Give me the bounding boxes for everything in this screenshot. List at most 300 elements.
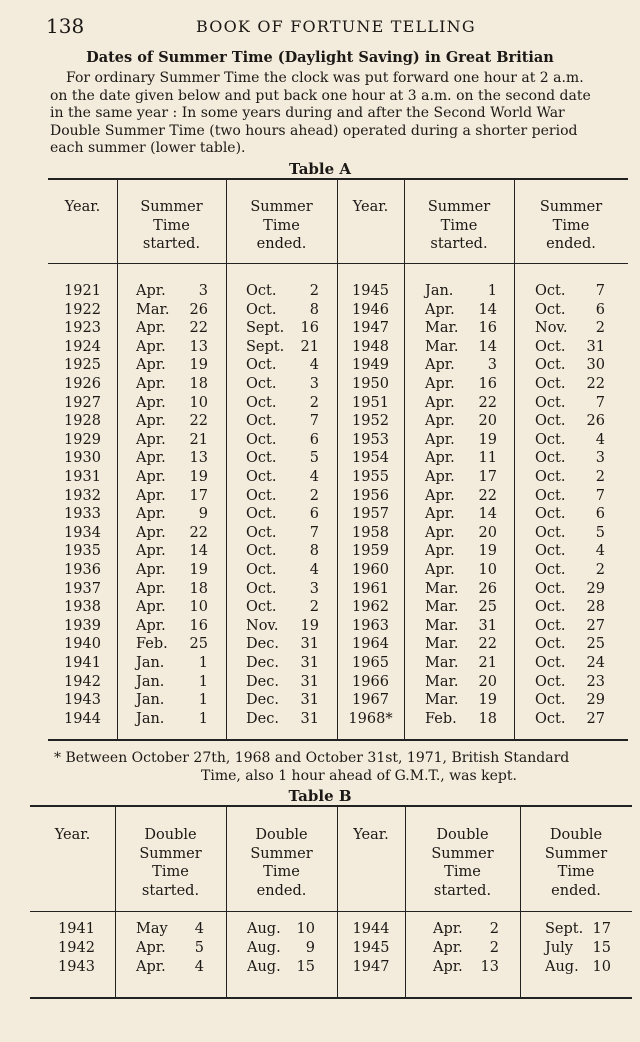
end-day-cell: 17	[592, 921, 611, 937]
end-month-cell: Oct.	[246, 562, 277, 578]
year-cell: 1942	[64, 673, 101, 690]
end-day-cell: 5	[595, 524, 605, 541]
start-month-cell: Jan.	[136, 710, 165, 727]
start-day-cell: 19	[189, 562, 208, 578]
start-day-cell: 25	[478, 599, 497, 616]
start-month-cell: Mar.	[425, 599, 459, 616]
table-b-bottom-rule	[30, 997, 632, 999]
end-day-cell: 2	[595, 562, 605, 578]
end-month-cell: Aug.	[545, 959, 579, 975]
end-month-cell: Oct.	[535, 524, 566, 541]
start-month-cell: Apr.	[136, 940, 166, 956]
end-month-cell: Dec.	[246, 673, 279, 690]
year-cell: 1939	[64, 617, 101, 634]
start-month-cell: Apr.	[136, 450, 166, 467]
end-day-cell: 2	[309, 283, 319, 299]
start-month-cell: Mar.	[136, 301, 170, 318]
table-b-column-header: Double Summer Time started.	[431, 827, 494, 899]
end-day-cell: 31	[300, 636, 319, 653]
end-month-cell: Oct.	[246, 487, 277, 504]
page-header	[46, 14, 620, 40]
start-day-cell: 25	[189, 636, 208, 653]
start-day-cell: 13	[189, 338, 208, 355]
start-day-cell: 14	[189, 543, 208, 560]
start-day-cell: 19	[189, 469, 208, 485]
intro-paragraph	[50, 70, 630, 158]
year-cell: 1941	[58, 921, 95, 937]
end-month-cell: Sept.	[246, 320, 285, 337]
end-day-cell: 31	[300, 655, 319, 671]
start-month-cell: May	[136, 921, 168, 937]
year-cell: 1968*	[348, 710, 393, 727]
start-month-cell: Apr.	[136, 338, 166, 355]
end-month-cell: Oct.	[535, 394, 566, 411]
start-day-cell: 18	[478, 710, 497, 727]
year-cell: 1966	[352, 673, 389, 690]
end-month-cell: Oct.	[246, 580, 277, 597]
start-month-cell: Mar.	[425, 320, 459, 337]
end-day-cell: 15	[296, 959, 315, 975]
end-month-cell: Oct.	[246, 599, 277, 616]
start-day-cell: 2	[489, 921, 499, 937]
year-cell: 1959	[352, 543, 389, 560]
end-month-cell: Sept.	[246, 338, 285, 355]
footnote-line: * Between October 27th, 1968 and October 31st, 1971, British Standard	[54, 750, 570, 766]
end-month-cell: Oct.	[535, 655, 566, 671]
end-month-cell: Oct.	[535, 413, 566, 430]
year-cell: 1933	[64, 506, 101, 523]
end-month-cell: Oct.	[246, 394, 277, 411]
intro-line: each summer (lower table).	[50, 140, 246, 156]
end-day-cell: 7	[595, 394, 605, 411]
year-cell: 1922	[64, 301, 101, 318]
start-month-cell: Apr.	[136, 506, 166, 523]
footnote	[54, 750, 634, 785]
end-month-cell: Aug.	[247, 921, 281, 937]
start-day-cell: 2	[489, 940, 499, 956]
end-day-cell: 7	[595, 487, 605, 504]
end-month-cell: Dec.	[246, 655, 279, 671]
end-month-cell: Oct.	[246, 431, 277, 448]
start-day-cell: 1	[198, 673, 208, 690]
end-day-cell: 2	[595, 469, 605, 485]
year-cell: 1936	[64, 562, 101, 578]
year-cell: 1928	[64, 413, 101, 430]
intro-line: For ordinary Summer Time the clock was put forward one hour at 2 a.m.	[66, 70, 584, 86]
end-day-cell: 26	[586, 413, 605, 430]
start-month-cell: Apr.	[136, 959, 166, 975]
end-month-cell: Aug.	[247, 959, 281, 975]
end-month-cell: Oct.	[246, 469, 277, 485]
end-day-cell: 19	[300, 617, 319, 634]
year-cell: 1924	[64, 338, 101, 355]
start-month-cell: Feb.	[136, 636, 168, 653]
start-month-cell: Apr.	[136, 357, 166, 374]
start-month-cell: Apr.	[425, 301, 455, 318]
year-cell: 1940	[64, 636, 101, 653]
intro-line: Double Summer Time (two hours ahead) operated during a shorter period	[50, 122, 578, 139]
start-day-cell: 22	[478, 487, 497, 504]
start-month-cell: Apr.	[136, 413, 166, 430]
start-day-cell: 20	[478, 413, 497, 430]
year-cell: 1929	[64, 431, 101, 448]
end-month-cell: Oct.	[535, 301, 566, 318]
year-cell: 1955	[352, 469, 389, 485]
table-b-label: Table B	[288, 787, 352, 805]
end-day-cell: 6	[309, 506, 319, 523]
start-month-cell: Apr.	[136, 487, 166, 504]
start-month-cell: Feb.	[425, 710, 457, 727]
start-month-cell: Mar.	[425, 580, 459, 597]
year-cell: 1948	[352, 338, 389, 355]
table-b-header-rule	[30, 911, 632, 912]
start-month-cell: Apr.	[136, 376, 166, 392]
page-number: 138	[46, 14, 85, 38]
year-cell: 1921	[64, 283, 101, 299]
table-a-column-divider	[404, 178, 405, 739]
end-day-cell: 30	[586, 357, 605, 374]
start-month-cell: Apr.	[433, 921, 463, 937]
start-month-cell: Apr.	[136, 562, 166, 578]
year-cell: 1963	[352, 617, 389, 634]
end-day-cell: 31	[586, 338, 605, 355]
end-month-cell: Oct.	[246, 524, 277, 541]
start-month-cell: Apr.	[425, 469, 455, 485]
end-day-cell: 4	[595, 543, 605, 560]
start-day-cell: 3	[487, 357, 497, 374]
end-month-cell: Oct.	[535, 431, 566, 448]
start-month-cell: Apr.	[136, 431, 166, 448]
end-month-cell: Oct.	[535, 376, 566, 392]
start-month-cell: Apr.	[425, 487, 455, 504]
start-month-cell: Apr.	[433, 940, 463, 956]
end-month-cell: Oct.	[246, 450, 277, 467]
table-a-column-header: Year.	[352, 199, 389, 215]
end-month-cell: Oct.	[535, 692, 566, 709]
start-month-cell: Apr.	[425, 543, 455, 560]
start-day-cell: 22	[189, 413, 208, 430]
start-month-cell: Apr.	[425, 562, 455, 578]
end-day-cell: 29	[586, 692, 605, 709]
start-day-cell: 13	[480, 959, 499, 975]
start-day-cell: 11	[478, 450, 497, 467]
end-month-cell: Oct.	[535, 506, 566, 523]
end-day-cell: 24	[586, 655, 605, 671]
intro-line: in the same year : In some years during and after the Second World War	[50, 105, 565, 121]
start-day-cell: 19	[478, 692, 497, 709]
start-day-cell: 19	[478, 431, 497, 448]
end-day-cell: 6	[309, 431, 319, 448]
end-day-cell: 6	[595, 506, 605, 523]
end-day-cell: 2	[595, 320, 605, 337]
start-day-cell: 13	[189, 450, 208, 467]
year-cell: 1949	[352, 357, 389, 374]
start-day-cell: 16	[478, 320, 497, 337]
start-month-cell: Apr.	[136, 394, 166, 411]
start-month-cell: Apr.	[425, 413, 455, 430]
start-month-cell: Apr.	[433, 959, 463, 975]
start-day-cell: 1	[487, 283, 497, 299]
year-cell: 1961	[352, 580, 389, 597]
year-cell: 1925	[64, 357, 101, 374]
start-month-cell: Apr.	[425, 431, 455, 448]
end-month-cell: Oct.	[535, 469, 566, 485]
end-month-cell: Oct.	[535, 450, 566, 467]
end-day-cell: 6	[595, 301, 605, 318]
year-cell: 1957	[352, 506, 389, 523]
table-a-column-divider	[514, 178, 515, 739]
start-month-cell: Jan.	[136, 692, 165, 709]
end-day-cell: 3	[309, 376, 319, 392]
end-day-cell: 21	[300, 338, 319, 355]
end-month-cell: Nov.	[535, 320, 568, 337]
end-day-cell: 5	[309, 450, 319, 467]
year-cell: 1945	[352, 283, 389, 299]
end-day-cell: 22	[586, 376, 605, 392]
start-month-cell: Apr.	[136, 543, 166, 560]
start-day-cell: 14	[478, 301, 497, 318]
start-month-cell: Mar.	[425, 338, 459, 355]
start-day-cell: 19	[478, 543, 497, 560]
end-day-cell: 8	[309, 543, 319, 560]
end-month-cell: Oct.	[246, 301, 277, 318]
table-a-column-header: Summer Time started.	[427, 199, 491, 252]
end-month-cell: Oct.	[535, 357, 566, 374]
year-cell: 1944	[352, 921, 390, 937]
end-day-cell: 4	[595, 431, 605, 448]
end-day-cell: 3	[595, 450, 605, 467]
start-day-cell: 31	[478, 617, 497, 634]
end-month-cell: Oct.	[535, 673, 566, 690]
end-day-cell: 9	[305, 940, 315, 956]
year-cell: 1946	[352, 301, 389, 318]
year-cell: 1931	[64, 469, 101, 485]
start-month-cell: Apr.	[425, 506, 455, 523]
start-month-cell: Jan.	[136, 673, 165, 690]
table-a-bottom-rule	[48, 739, 628, 741]
end-day-cell: 4	[309, 357, 319, 374]
end-day-cell: 3	[309, 580, 319, 597]
start-month-cell: Apr.	[136, 617, 166, 634]
start-day-cell: 4	[194, 921, 204, 937]
start-day-cell: 22	[189, 320, 208, 337]
table-b-column-header: Double Summer Time ended.	[544, 827, 608, 899]
year-cell: 1935	[64, 543, 101, 560]
start-day-cell: 18	[189, 376, 208, 392]
year-cell: 1947	[352, 320, 389, 337]
start-month-cell: Apr.	[136, 599, 166, 616]
start-day-cell: 5	[194, 940, 204, 956]
table-a-column-divider	[226, 178, 227, 739]
year-cell: 1943	[58, 959, 95, 975]
year-cell: 1927	[64, 394, 101, 411]
year-cell: 1953	[352, 431, 389, 448]
year-cell: 1960	[352, 562, 389, 578]
year-cell: 1923	[64, 320, 101, 337]
start-day-cell: 22	[189, 524, 208, 541]
start-month-cell: Mar.	[425, 673, 459, 690]
end-day-cell: 23	[586, 673, 605, 690]
end-month-cell: Sept.	[545, 921, 584, 937]
table-a-column-header: Summer Time ended.	[539, 199, 603, 252]
start-month-cell: Apr.	[425, 450, 455, 467]
end-month-cell: Oct.	[535, 487, 566, 504]
year-cell: 1942	[58, 940, 95, 956]
year-cell: 1930	[64, 450, 101, 467]
year-cell: 1950	[352, 376, 389, 392]
year-cell: 1937	[64, 580, 101, 597]
start-day-cell: 21	[189, 431, 208, 448]
year-cell: 1926	[64, 376, 101, 392]
end-month-cell: Oct.	[246, 506, 277, 523]
end-month-cell: Oct.	[246, 357, 277, 374]
start-month-cell: Apr.	[425, 394, 455, 411]
end-day-cell: 31	[300, 673, 319, 690]
year-cell: 1962	[352, 599, 389, 616]
end-month-cell: Oct.	[535, 338, 566, 355]
year-cell: 1952	[352, 413, 389, 430]
start-month-cell: Apr.	[136, 580, 166, 597]
end-day-cell: 7	[309, 413, 319, 430]
start-month-cell: Apr.	[425, 357, 455, 374]
start-month-cell: Apr.	[136, 283, 166, 299]
start-month-cell: Mar.	[425, 692, 459, 709]
end-day-cell: 16	[300, 320, 319, 337]
year-cell: 1938	[64, 599, 101, 616]
year-cell: 1951	[352, 394, 389, 411]
end-month-cell: Oct.	[535, 636, 566, 653]
start-day-cell: 17	[478, 469, 497, 485]
start-month-cell: Mar.	[425, 636, 459, 653]
end-month-cell: Oct.	[246, 376, 277, 392]
table-b-top-rule	[30, 805, 632, 807]
start-month-cell: Apr.	[425, 524, 455, 541]
start-day-cell: 17	[189, 487, 208, 504]
year-cell: 1958	[352, 524, 389, 541]
start-day-cell: 26	[478, 580, 497, 597]
start-day-cell: 1	[198, 692, 208, 709]
start-month-cell: Mar.	[425, 655, 459, 671]
table-b-column-header: Year.	[54, 827, 91, 843]
start-month-cell: Apr.	[136, 320, 166, 337]
end-day-cell: 27	[586, 617, 605, 634]
table-b-column-header: Double Summer Time started.	[139, 827, 202, 899]
table-a-column-header: Year.	[64, 199, 101, 215]
end-day-cell: 2	[309, 394, 319, 411]
year-cell: 1956	[352, 487, 389, 504]
footnote-line: Time, also 1 hour ahead of G.M.T., was kept.	[201, 767, 517, 784]
start-month-cell: Apr.	[136, 469, 166, 485]
end-day-cell: 25	[586, 636, 605, 653]
end-month-cell: Oct.	[535, 617, 566, 634]
end-month-cell: Oct.	[535, 710, 566, 727]
start-day-cell: 20	[478, 524, 497, 541]
end-month-cell: Aug.	[247, 940, 281, 956]
start-month-cell: Apr.	[425, 376, 455, 392]
table-a-top-rule	[48, 178, 628, 180]
end-month-cell: Oct.	[246, 543, 277, 560]
end-month-cell: Oct.	[535, 283, 566, 299]
end-day-cell: 7	[595, 283, 605, 299]
start-day-cell: 4	[194, 959, 204, 975]
start-day-cell: 10	[189, 394, 208, 411]
end-month-cell: Nov.	[246, 617, 279, 634]
start-day-cell: 16	[189, 617, 208, 634]
year-cell: 1945	[352, 940, 390, 956]
start-month-cell: Mar.	[425, 617, 459, 634]
end-month-cell: Dec.	[246, 692, 279, 709]
intro-line: on the date given below and put back one hour at 3 a.m. on the second date	[50, 87, 591, 104]
section-heading: Dates of Summer Time (Daylight Saving) in Great Britian	[86, 49, 554, 66]
end-month-cell: Oct.	[535, 543, 566, 560]
start-day-cell: 18	[189, 580, 208, 597]
end-day-cell: 4	[309, 562, 319, 578]
table-b-column-header: Double Summer Time ended.	[250, 827, 313, 899]
table-a-column-divider	[117, 178, 118, 739]
year-cell: 1967	[352, 692, 389, 709]
end-month-cell: Dec.	[246, 710, 279, 727]
end-month-cell: Oct.	[535, 599, 566, 616]
end-month-cell: Oct.	[535, 562, 566, 578]
start-month-cell: Apr.	[136, 524, 166, 541]
end-day-cell: 31	[300, 710, 319, 727]
start-day-cell: 16	[478, 376, 497, 392]
start-month-cell: Jan.	[136, 655, 165, 671]
year-cell: 1932	[64, 487, 101, 504]
table-a-column-header: Summer Time started.	[140, 199, 203, 252]
year-cell: 1944	[64, 710, 101, 727]
end-day-cell: 2	[309, 599, 319, 616]
end-month-cell: Oct.	[535, 580, 566, 597]
end-month-cell: July	[545, 940, 573, 956]
start-day-cell: 22	[478, 394, 497, 411]
end-day-cell: 31	[300, 692, 319, 709]
table-a-header-rule	[48, 263, 628, 264]
end-day-cell: 15	[592, 940, 611, 956]
running-title: BOOK OF FORTUNE TELLING	[196, 17, 476, 36]
year-cell: 1954	[352, 450, 389, 467]
start-day-cell: 14	[478, 338, 497, 355]
start-day-cell: 9	[198, 506, 208, 523]
end-day-cell: 10	[592, 959, 611, 975]
end-day-cell: 28	[586, 599, 605, 616]
end-day-cell: 27	[586, 710, 605, 727]
year-cell: 1943	[64, 692, 101, 709]
year-cell: 1964	[352, 636, 389, 653]
year-cell: 1965	[352, 655, 389, 671]
end-month-cell: Oct.	[246, 413, 277, 430]
start-day-cell: 26	[189, 301, 208, 318]
end-day-cell: 29	[586, 580, 605, 597]
year-cell: 1934	[64, 524, 101, 541]
end-day-cell: 2	[309, 487, 319, 504]
year-cell: 1941	[64, 655, 101, 671]
end-month-cell: Oct.	[246, 283, 277, 299]
start-day-cell: 21	[478, 655, 497, 671]
start-day-cell: 10	[189, 599, 208, 616]
table-a-column-header: Summer Time ended.	[250, 199, 313, 252]
end-day-cell: 8	[309, 301, 319, 318]
start-day-cell: 10	[478, 562, 497, 578]
start-day-cell: 1	[198, 655, 208, 671]
start-day-cell: 3	[198, 283, 208, 299]
start-month-cell: Jan.	[425, 283, 454, 299]
table-a-label: Table A	[288, 160, 352, 178]
year-cell: 1947	[352, 959, 390, 975]
end-day-cell: 4	[309, 469, 319, 485]
start-day-cell: 1	[198, 710, 208, 727]
start-day-cell: 22	[478, 636, 497, 653]
